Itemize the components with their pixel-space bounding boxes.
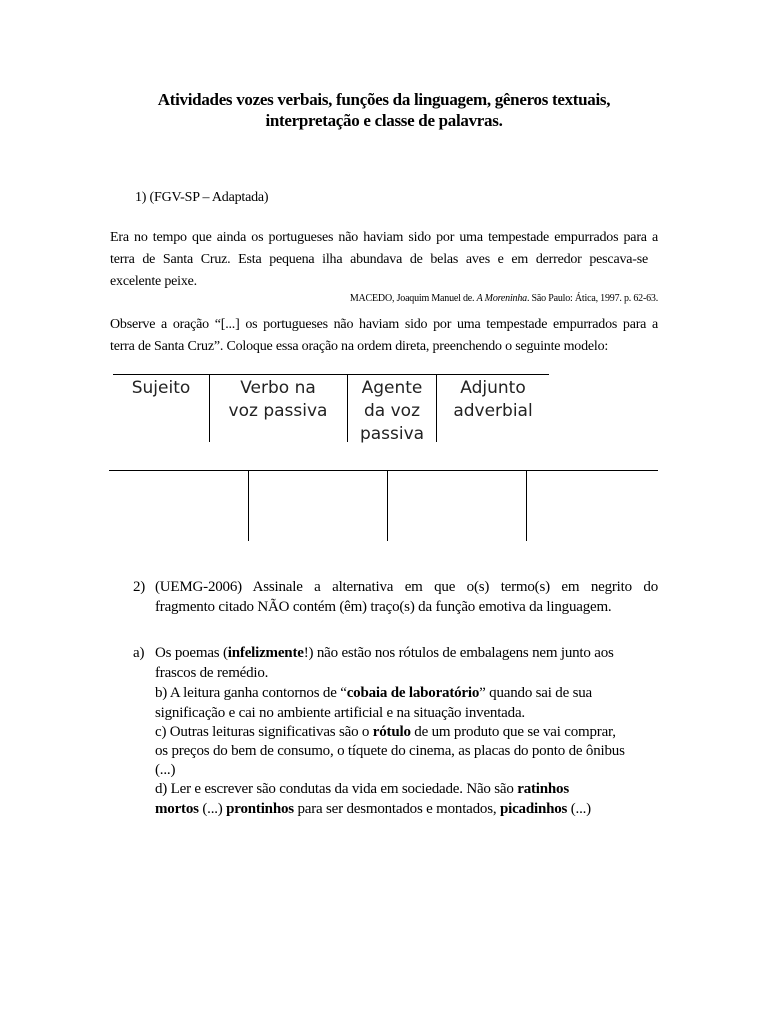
document-title-line-2: interpretação e classe de palavras. <box>265 111 503 130</box>
answer-cell-divider <box>387 470 388 541</box>
header-verbo-passiva: Verbo na voz passiva <box>228 378 328 421</box>
answer-cell-divider <box>526 470 527 541</box>
header-agente-passiva: Agente da voz passiva <box>359 378 425 444</box>
passage-line-3: excelente peixe. <box>110 274 197 289</box>
option-a-line-1: Os poemas (infelizmente!) não estão nos rótulos de embalagens nem junto aos <box>155 645 614 661</box>
option-b-line-1: b) A leitura ganha contornos de “cobaia de laboratório” quando sai de sua <box>155 685 592 701</box>
question-2-heading-line-1: (UEMG-2006) Assinale a alternativa em que o(s) termo(s) em negrito do <box>155 579 658 595</box>
option-d-line-2: mortos (...) prontinhos para ser desmontados e montados, picadinhos (...) <box>155 801 591 817</box>
question-2-number: 2) <box>133 579 146 595</box>
option-c-line-1: c) Outras leituras significativas são o rótulo de um produto que se vai comprar, <box>155 724 616 740</box>
header-sujeito: Sujeito <box>131 378 191 398</box>
option-c-line-3: (...) <box>155 762 176 778</box>
table-header-divider <box>436 374 437 442</box>
question-1-heading: 1) (FGV-SP – Adaptada) <box>135 190 269 205</box>
option-c-line-2: os preços do bem de consumo, o tíquete do cinema, as placas do ponto de ônibus <box>155 743 625 759</box>
question-2-heading-line-2: fragmento citado NÃO contém (êm) traço(s) da função emotiva da linguagem. <box>155 599 612 615</box>
prompt-line-1: Observe a oração “[...] os portugueses não haviam sido por uma tempestade empurrados para a <box>110 317 658 332</box>
passage-line-2: terra de Santa Cruz. Esta pequena ilha abundava de belas aves e em derredor pescava-se <box>110 252 648 267</box>
option-d-line-1: d) Ler e escrever são condutas da vida em sociedade. Não são ratinhos <box>155 781 569 797</box>
table-header-divider <box>209 374 210 442</box>
option-b-line-2: significação e cai no ambiente artificial e na situação inventada. <box>155 705 525 721</box>
prompt-line-2: terra de Santa Cruz”. Coloque essa oração na ordem direta, preenchendo o seguinte modelo: <box>110 339 609 354</box>
option-a-line-2: frascos de remédio. <box>155 665 269 681</box>
table-top-rule <box>113 374 549 375</box>
option-a-label: a) <box>133 645 145 661</box>
answer-row-rule <box>109 470 658 471</box>
answer-cell-divider <box>248 470 249 541</box>
citation: MACEDO, Joaquim Manuel de. A Moreninha. São Paulo: Ática, 1997. p. 62-63. <box>349 293 658 304</box>
passage-line-1: Era no tempo que ainda os portugueses não haviam sido por uma tempestade empurrados para a <box>110 230 658 245</box>
header-adjunto-adverbial: Adjunto adverbial <box>453 378 533 421</box>
table-header-divider <box>347 374 348 442</box>
document-title-line-1: Atividades vozes verbais, funções da linguagem, gêneros textuais, <box>157 90 611 109</box>
